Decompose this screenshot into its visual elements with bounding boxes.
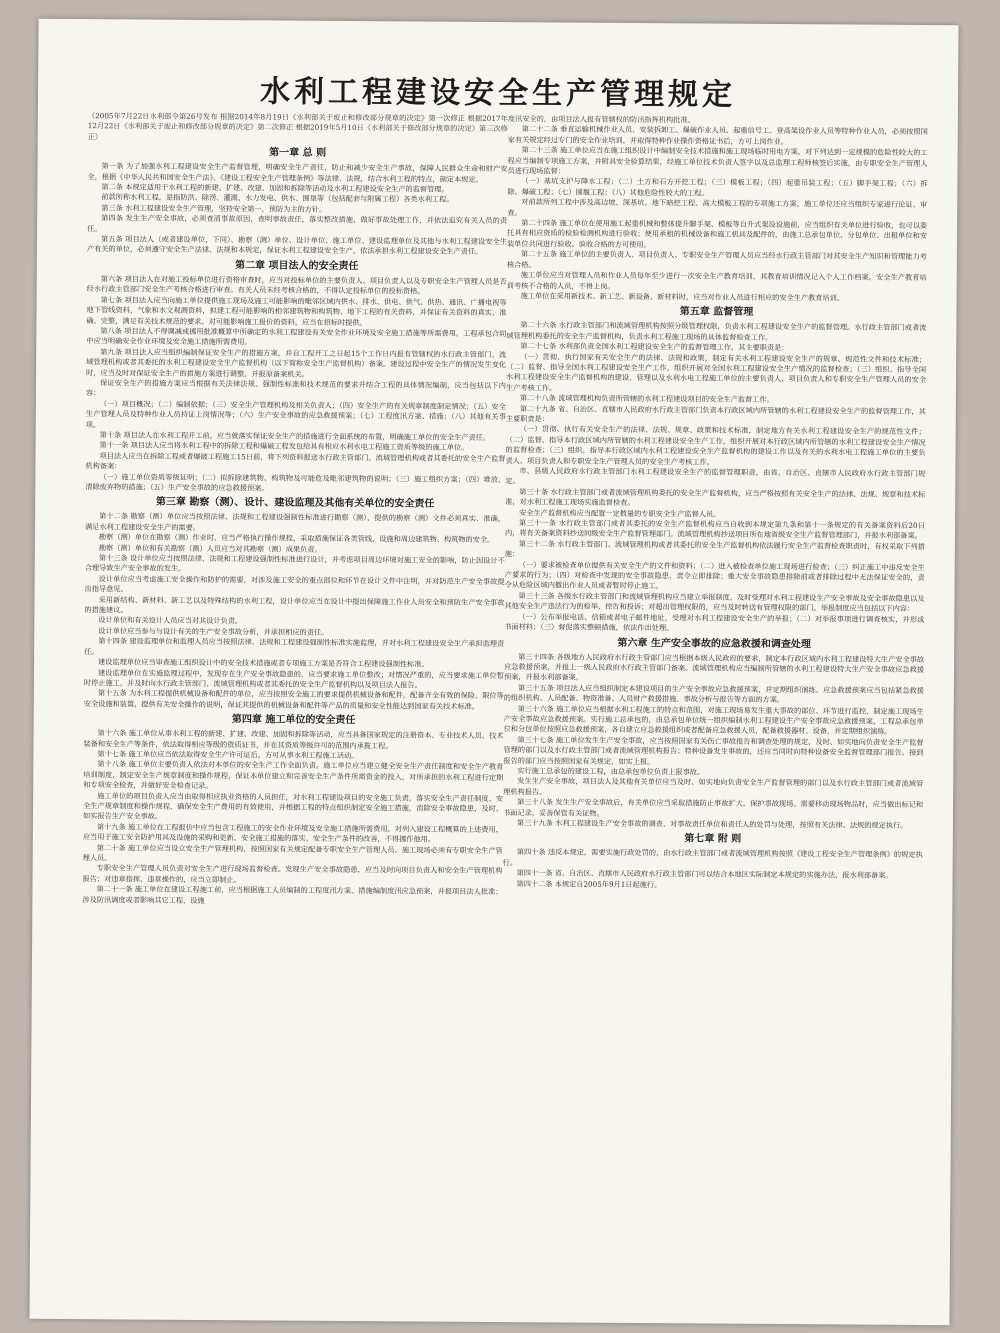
article: 第三十六条 施工单位应当根据水利工程施工的特点和范围，对施工现场易发生重大事故的部位、环节进行监控，制定施工现场生产安全事故应急救援预案。实行施工总承包的，由总承包单位统一组织编制水利工程建设生产安全事故应急救援预案，工程总承包单位和分包单位按照应急救援预案，各自建立应急救援组织或者配备应急救援人员，配备救援器材、设备，并定期组织演练。 <box>503 703 924 737</box>
article: 第十一条 项目法人应当将水利工程中的拆除工程和爆破工程发包给具有相应水利水电工程施工资质等级的施工单位。 <box>99 440 469 453</box>
article-paragraph: 施工单位应当对管理人员和作业人员每年至少进行一次安全生产教育培训，其教育培训情况记入个人工作档案。安全生产教育培训考核不合格的人员，不得上岗。 <box>506 270 927 291</box>
article-paragraph: 建设监理单位在实施监理过程中，发现存在生产安全事故隐患的，应当要求施工单位整改；对情况严重的，应当要求施工单位暂时停止施工，并及时向水行政主管部门、流域管理机构或者其委托的安全生产监督机构以及项目法人报告。 <box>83 667 505 690</box>
article-paragraph: 对前款所列工程中涉及高边坡、深基坑、地下暗挖工程、高大模板工程的专项施工方案，施工单位还应当组织专家进行论证、审查。 <box>507 197 928 217</box>
article-paragraph: 勘察（测）单位在勘察（测）作业时，应当严格执行操作规程，采取措施保证各类管线、设施和周边建筑物、构筑物的安全。 <box>98 532 495 545</box>
article: 第二条 本规定适用于水利工程的新建、扩建、改建、加固和拆除等活动及水利工程建设安全生产的监督管理。 <box>101 182 449 194</box>
article: 第十条 项目法人在水利工程开工前，应当就落实保证安全生产的措施进行全面系统的布置，明确施工单位的安全生产责任。 <box>99 430 491 442</box>
article-paragraph: （一）贯彻、执行国家有关安全生产的法律、法规和政策，制定有关水利工程建设安全生产的规章、规范性文件和技术标准；（二）监督、指导全国水利工程建设安全生产工作，组织开展对全国水利工程建设安全生产情况的监督检查；（三）组织、指导全国水利工程建设安全生产监督机构的建设、管理以及水利水电工程施工单位的主要负责人、项目负责人和专职安全生产管理人员的安全生产考核工作。 <box>505 351 927 393</box>
article: 第四十二条 本规定自2005年9月1日起施行。 <box>516 878 662 889</box>
article: 第三十二条 水行政主管部门、流域管理机构或者其委托的安全生产监督机构依法履行安全生产监督检查职责时，有权采取下列措施： <box>504 539 925 559</box>
left-column <box>82 111 508 908</box>
article: 第三十七条 施工单位发生生产安全事故，应当按照国家有关伤亡事故报告和调查处理的规定，及时、如实地向负责安全生产监督管理的部门以及水行政主管部门或者流域管理机构报告；特种设备发生事故的，还应当同时向特种设备安全监督管理部门报告。接到报告的部门应当按照国家有关规定，如实上报。 <box>503 734 924 766</box>
article: 第五条 项目法人（或者建设单位，下同）、勘察（测）单位、设计单位、施工单位、建设监理单位及其他与水利工程建设安全生产有关的单位，必须遵守安全生产法律、法规和本规定，保证水利工程建设安全生产，依法承担水利工程建设安全生产责任。 <box>86 234 508 257</box>
article: 第三十四条 各级地方人民政府水行政主管部门应当根据本级人民政府的要求，制定本行政区域内水利工程建设特大生产安全事故应急救援预案，并报上一级人民政府水行政主管部门备案。流域管理机构应当编制所管辖的水利工程建设特大生产安全事故应急救援预案，并报水利部备案。 <box>503 651 925 682</box>
revision-note: （2005年7月22日水利部令第26号发布 根据2014年8月19日《水利部关于废止和修改部分规章的决定》第一次修正 根据2017年12月22日《水利部关于废止和修改部分规章的决定》第二次修正 根据2019年5月10日《水利部关于修改部分规章的决定》第三次修正） <box>87 111 508 142</box>
article-paragraph: 建设监理单位应当审查施工组织设计中的安全技术措施或者专项施工方案是否符合工程建设强制性标准。 <box>98 657 429 669</box>
article: 第二十五条 施工单位的主要负责人、项目负责人、专职安全生产管理人员应当经水行政主管部门对其安全生产知识和管理能力考核合格。 <box>506 249 927 269</box>
article-paragraph: 设计单位应当考虑施工安全操作和防护的需要，对涉及施工安全的重点部位和环节在设计文件中注明，并对防范生产安全事故提出指导意见。 <box>84 574 505 594</box>
article: 第十九条 施工单位在工程报价中应当包含工程施工的安全作业环境及安全施工措施所需费用。对列入建设工程概算的上述费用，应当用于施工安全防护用具及设施的采购和更新、安全施工措施的落实、安全生产条件的改善，不得挪作他用。 <box>82 822 503 844</box>
article: 第二十四条 施工单位在使用施工起重机械和整体提升脚手架、模板等自升式架设设施前，应当组织有关单位进行验收，也可以委托具有相应资质的检验检测机构进行验收；使用承租的机械设备和施工机具及配件的，由施工总承包单位、分包单位、出租单位和安装单位共同进行验收。验收合格的方可使用。 <box>506 218 928 249</box>
article-paragraph: 设计单位和有关设计人员应当对其设计负责。 <box>98 615 243 626</box>
document-title: 水利工程建设安全生产管理规定 <box>259 74 737 113</box>
article-paragraph: 施工单位的项目负责人应当由取得相应执业资格的人员担任，对水利工程建设项目的安全施工负责，落实安全生产责任制度、安全生产规章制度和操作规程，确保安全生产费用的有效使用，并根据工程的特点组织制定安全施工措施，消除安全事故隐患，及时、如实报告生产安全事故。 <box>82 790 504 822</box>
article: 第二十条 施工单位应当设立安全生产管理机构，按照国家有关规定配备专职安全生产管理人员。施工现场必须有专职安全生产管理人员。 <box>82 842 503 863</box>
article: 第二十八条 流域管理机构负责所管辖的水利工程建设项目的安全生产监督工作。 <box>519 393 774 405</box>
article-paragraph: 发生生产安全事故，项目法人及其他有关单位应当及时、如实地向负责安全生产监督管理的部门以及水行政主管部门或者流域管理机构报告。 <box>503 776 924 797</box>
article: 第十八条 施工单位主要负责人依法对本单位的安全生产工作全面负责。施工单位应当建立健全安全生产责任制度和安全生产教育培训制度，制定安全生产规章制度和操作规程，保证本单位建立和完善安全生产条件所需资金的投入，对所承担的水利工程进行定期和专项安全检查，并做好安全检查记录。 <box>83 759 504 791</box>
article-paragraph: 保证安全生产的措施方案应当根据有关法律法规、强制性标准和技术规范的要求并结合工程的具体情况编制，应当包括以下内容： <box>85 378 507 398</box>
article: 第三条 水利工程建设安全生产管理，坚持安全第一，预防为主的方针。 <box>101 203 327 214</box>
document-page <box>29 19 958 1325</box>
article-paragraph: （一）项目概况；（二）编制依据；（三）安全生产管理机构及相关负责人；（四）安全生产的有关规章制度制定情况；（五）安全生产管理人员及特种作业人员持证上岗情况等；（六）生产安全事故的应急救援预案；（七）工程度汛方案、措施；（八）其他有关事项。 <box>85 398 506 429</box>
article-paragraph: （一）要求被检查单位提供有关安全生产的文件和资料；（二）进入被检查单位施工现场进行检查；（三）纠正施工中违反安全生产要求的行为；（四）对检查中发现的安全事故隐患，责令立即排除；重大安全事故隐患排除前或者排除过程中无法保证安全的，责令从危险区域内撤出作业人员或者暂时停止施工。 <box>504 559 925 591</box>
article: 第二十一条 施工单位在建设工程施工前，应当根据施工人员编制的工程度汛方案、措施编制度汛应急预案，并报项目法人批准；涉及防汛调度或者影响其它工程、设施 <box>82 884 503 905</box>
article-paragraph: 施工单位在采用新技术、新工艺、新设备、新材料时，应当对作业人员进行相应的安全生产教育培训。 <box>520 291 845 303</box>
article: 第二十六条 水行政主管部门和流域管理机构按照分级管理权限，负责水利工程建设安全生产的监督管理。水行政主管部门或者流域管理机构委托的安全生产监督机构，负责水利工程施工现场的具体监督检查工作。 <box>506 320 927 342</box>
article-paragraph: （一）贯彻、执行有关安全生产的法律、法规、规章、政策和技术标准，制定地方有关水利工程建设安全生产的规范性文件；（二）监督、指导本行政区域内所管辖的水利工程建设安全生产工作，组织开展对本行政区域内所管辖的水利工程建设安全生产情况的监督检查；（三）组织、指导本行政区域内水利工程建设安全生产监督机构的建设工作以及有关的水利水电工程施工单位的主要负责人、项目负责人和专职安全生产管理人员的安全生产考核工作。 <box>505 424 926 467</box>
article: 第十三条 设计单位应当按照法律、法规和工程建设强制性标准进行设计，并考虑项目周边环境对施工安全的影响，防止因设计不合理导致生产安全事故的发生。 <box>84 553 505 574</box>
article: 第十四条 建设监理单位和监理人员应当按照法律、法规和工程建设强制性标准实施监理，并对水利工程建设安全生产承担监理责任。 <box>84 636 505 656</box>
article: 第七条 项目法人应当向施工单位提供施工现场及施工可能影响的毗邻区域内供水、排水、供电、供气、供热、通讯、广播电视等地下管线资料，气象和水文观测资料，拟建工程可能影响的相邻建筑物和构筑物、地下工程的有关资料，并保证有关资料的真实、准确、完整，满足有关技术规范的要求。对可能影响施工报价的资料，应当在招标时提供。 <box>86 294 507 327</box>
article: 第二十九条 省、自治区、直辖市人民政府水行政主管部门负责本行政区域内所管辖的水利工程建设安全生产的监督管理工作，其主要职责是： <box>505 403 926 424</box>
article: 第十七条 施工单位应当依法取得安全生产许可证后，方可从事水利工程施工活动。 <box>97 749 359 760</box>
article-paragraph: 勘察（测）单位和有关勘察（测）人员应当对其勘察（测）成果负责。 <box>98 542 322 554</box>
article-paragraph: 市、县级人民政府水行政主管部门水利工程建设安全生产的监督管理职责，由省、自治区、直辖市人民政府水行政主管部门规定。 <box>505 466 926 486</box>
article-paragraph: 项目法人应当在拆除工程或者爆破工程施工15日前，将下列资料报送水行政主管部门、流域管理机构或者其委托的安全生产监督机构备案： <box>85 451 506 471</box>
article: 第二十二条 垂直运输机械作业人员、安装拆卸工、爆破作业人员、起重信号工、登高架设作业人员等特种作业人员，必须按照国家有关规定经过专门的安全作业培训，并取得特种作业操作资格证书后，方可上岗作业。 <box>507 124 928 146</box>
article-paragraph: 前款所称水利工程，是指防洪、除涝、灌溉、水力发电、供水、围垦等（包括配套与附属工程）各类水利工程。 <box>101 192 454 205</box>
article: 第四十一条 省、自治区、直辖市人民政府水行政主管部门可以结合本地区实际制定本规定的实施办法，报水利部备案。 <box>516 868 893 881</box>
chapter-heading: 第二章 项目法人的安全责任 <box>235 260 359 272</box>
article-paragraph: 安全生产监督机构应当配置一定数量的专职安全生产监督人员。 <box>519 507 721 519</box>
article: 第三十五条 项目法人应当组织制定本建设项目的生产安全事故应急救援预案，并定期组织演练。应急救援预案应当包括紧急救援的组织机构、人员配备、物资准备、人员财产救援措施、事故分析与报告等方面的方案。 <box>503 682 924 705</box>
article-paragraph: 采用新结构、新材料、新工艺以及特殊结构的水利工程，设计单位应当在设计中提出保障施工作业人员安全和预防生产安全事故的措施建议。 <box>84 594 505 615</box>
chapter-heading: 第三章 勘察（测）、设计、建设监理及其他有关单位的安全责任 <box>155 497 435 510</box>
article: 第三十条 水行政主管部门或者流域管理机构委托的安全生产监督机构，应当严格按照有关安全生产的法律、法规、规章和技术标准，对水利工程施工现场实施监督检查。 <box>505 486 926 508</box>
chapter-heading: 第六章 生产安全事故的应急救援和调查处理 <box>617 637 811 650</box>
article: 第十五条 为水利工程提供机械设备和配件的单位，应当按照安全施工的要求提供机械设备和配件，配备齐全有效的保险、限位等安全设施和装置，提供有关安全操作的说明，保证其提供的机械设备和配件等产品的质量和安全性能达到国家有关技术标准。 <box>83 688 504 711</box>
article: 第二十七条 水利部负责全国水利工程建设安全生产的监督管理工作，其主要职责是： <box>520 341 789 353</box>
article-paragraph: （一）施工单位资质等级证明；（二）拟拆除建筑物、构筑物及可能危及毗邻建筑物的说明；（三）施工组织方案；（四）堆放、清除废弃物的措施；（五）生产安全事故的应急救援预案。 <box>85 471 506 493</box>
article: 第三十三条 各级水行政主管部门和流域管理机构应当建立举报制度，及时受理对水利工程建设生产安全事故及安全事故隐患以及其他安全生产违法行为的检举、控告和投诉；对超出管理权限的，应当及时转送有管理权限的部门。举报制度应当包括以下内容： <box>504 591 925 614</box>
article: 第六条 项目法人在对施工投标单位进行资格审查时，应当对投标单位的主要负责人、项目负责人以及专职安全生产管理人员是否经水行政主管部门安全生产考核合格进行审查。有关人员未经考核合格的，不得认定投标单位的投标资格。 <box>86 274 507 296</box>
chapter-heading: 第四章 施工单位的安全责任 <box>231 714 356 727</box>
article-paragraph: 设计单位应当参与与设计有关的生产安全事故分析，并承担相应的责任。 <box>98 626 329 637</box>
article: 第十二条 勘察（测）单位应当按照法律、法规和工程建设强制性标准进行勘察（测），提供的勘察（测）文件必须真实、准确，满足水利工程建设安全生产的需要。 <box>84 511 506 532</box>
article: 第一条 为了加强水利工程建设安全生产监督管理，明确安全生产责任，防止和减少安全生产事故，保障人民群众生命和财产安全，根据《中华人民共和国安全生产法》、《建设工程安全生产管理条例》等法律、法规，结合水利工程的特点，制定本规定。 <box>87 161 508 184</box>
article: 第九条 项目法人应当组织编制保证安全生产的措施方案，并自工程开工之日起15个工作日内报有管辖权的水行政主管部门、流域管理机构或者其委托的水利工程建设安全生产监督机构（以下简称安全生产监督机构）备案。建设过程中安全生产的情况发生变化时，应当及时对保证安全生产的措施方案进行调整，并报原备案机关。 <box>86 346 507 379</box>
article-continuation: 度汛安全的，由项目法人报有管辖权的防汛指挥机构批准。 <box>507 114 695 125</box>
chapter-heading: 第五章 监督管理 <box>679 306 754 319</box>
article: 第四条 发生生产安全事故，必须查清事故原因，查明事故责任，落实整改措施，做好事故处理工作，并依法追究有关人员的责任。 <box>87 213 508 233</box>
article: 第三十八条 发生生产安全事故后，有关单位应当采取措施防止事故扩大，保护事故现场。需要移动现场物品时，应当做出标记和书面记录，妥善保管有关证物。 <box>502 797 924 818</box>
chapter-heading: 第一章 总 则 <box>269 147 327 160</box>
article: 第八条 项目法人不得调减或挪用批准概算中所确定的水利工程建设有关安全作业环境及安全施工措施等所需费用。工程承包合同中应当明确安全作业环境及安全施工措施所需费用。 <box>86 326 507 347</box>
article-paragraph: 专职安全生产管理人员负责对安全生产进行现场监督检查。发现生产安全事故隐患，应当及时向项目负责人和安全生产管理机构报告；对违章指挥、违章操作的，应当立即制止。 <box>82 863 503 885</box>
article-paragraph: 实行施工总承包的建设工程，由总承包单位负责上报事故。 <box>517 766 705 777</box>
article: 第二十三条 施工单位应当在施工组织设计中编制安全技术措施和施工现场临时用电方案，对下列达到一定规模的危险性较大的工程应当编制专项施工方案，并附具安全验算结果，经施工单位技术负责人签字以及总监理工程师核签后实施，由专职安全生产管理人员进行现场监督： <box>507 145 928 176</box>
article: 第四十条 违反本规定，需要实施行政处罚的，由水行政主管部门或者流域管理机构按照《建设工程安全生产管理条例》的规定执行。 <box>502 847 923 867</box>
article: 第三十九条 水利工程建设生产安全事故的调查、对事故责任单位和责任人的处罚与处理，按照有关法律、法规的规定执行。 <box>516 818 908 830</box>
chapter-heading: 第七章 附 则 <box>684 833 742 846</box>
article: 第十六条 施工单位从事水利工程的新建、扩建、改建、加固和拆除等活动，应当具备国家规定的注册资本、专业技术人员、技术装备和安全生产等条件，依法取得相应等级的资质证书，并在其资质等级许可的范围内承揽工程。 <box>83 728 504 750</box>
article-paragraph: （一）基坑支护与降水工程；（二）土方和石方开挖工程；（三）模板工程；（四）起重吊装工程；（五）脚手架工程；（六）拆除、爆破工程；（七）围堰工程；（八）其他危险性较大的工程。 <box>507 176 928 198</box>
article: 第三十一条 水行政主管部门或者其委托的安全生产监督机构应当自收到本规定第九条和第十一条规定的有关备案资料后20日内，将有关备案资料抄送同级安全生产监督管理部门。流域管理机构抄送项目所在地省级安全生产监督管理部门，并报水利部备案。 <box>504 518 926 541</box>
article-paragraph: （一）公布举报电话、信箱或者电子邮件地址，受理对水利工程建设安全生产的举报；（二）对举报事项进行调查核实，并形成书面材料；（三）督促落实整顿措施，依法作出处理。 <box>504 611 925 633</box>
right-column <box>502 114 927 892</box>
